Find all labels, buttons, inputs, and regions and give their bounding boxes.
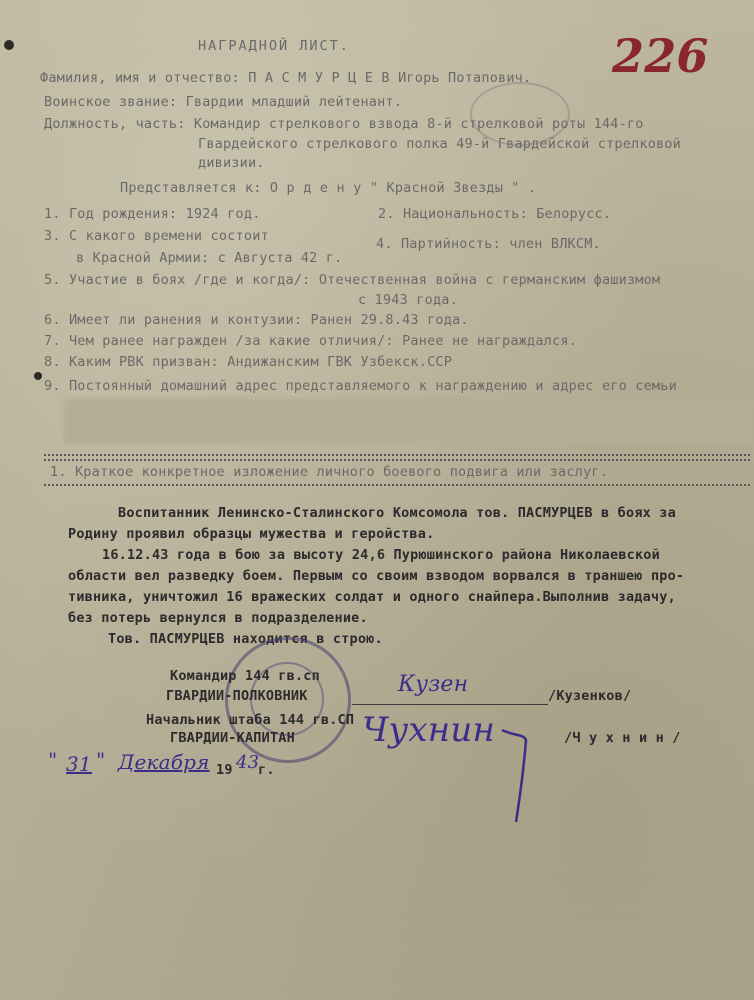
commander-signature: Кузен xyxy=(398,672,469,697)
document-title: НАГРАДНОЙ ЛИСТ. xyxy=(198,38,350,54)
date-month: Декабря xyxy=(118,750,210,774)
chief-title-2: ГВАРДИИ-КАПИТАН xyxy=(170,730,295,746)
date-day: 31 xyxy=(66,752,92,776)
redacted-address-area xyxy=(64,398,754,444)
date-year-prefix: 19 xyxy=(216,762,233,778)
chief-signature: Чухнин xyxy=(362,710,496,750)
chief-title-1: Начальник штаба 144 гв.СП xyxy=(146,712,355,728)
item-service-since-2: в Красной Армии: с Августа 42 г. xyxy=(76,250,343,266)
commander-title-2: ГВАРДИИ-ПОЛКОВНИК xyxy=(166,688,308,704)
separator-dotted-2 xyxy=(44,459,750,461)
chief-name: /Ч у х н и н / xyxy=(564,730,681,746)
item-nationality: 2. Национальность: Белорусс. xyxy=(378,206,612,222)
narrative-line-6: без потерь вернулся в подразделение. xyxy=(68,610,368,626)
commander-title-1: Командир 144 гв.сп xyxy=(170,668,320,684)
nominated-for: Представляется к: О р д е н у " Красной Звезды " . xyxy=(120,180,537,196)
item-wounds: 6. Имеет ли ранения и контузии: Ранен 29.8.43 года. xyxy=(44,312,469,328)
date-close-quote: " xyxy=(96,748,106,772)
item-party: 4. Партийность: член ВЛКСМ. xyxy=(376,236,601,252)
item-drafted-by: 8. Каким РВК призван: Андижанским ГВК Узбекск.ССР xyxy=(44,354,453,370)
position-line-1: Должность, часть: Командир стрелкового взвода 8-й стрелковой роты 144-го xyxy=(44,116,644,132)
date-year-suffix: 43 xyxy=(236,752,260,773)
date-year-end: г. xyxy=(258,762,275,778)
item-birth-year: 1. Год рождения: 1924 год. xyxy=(44,206,261,222)
binding-hole-middle xyxy=(34,372,42,380)
narrative-line-4: области вел разведку боем. Первым со своим взводом ворвался в траншею про- xyxy=(68,568,685,584)
position-line-2: Гвардейского стрелкового полка 49-й Гвардейской стрелковой xyxy=(198,136,682,152)
separator-dotted-1 xyxy=(44,454,750,456)
commander-name: /Кузенков/ xyxy=(548,688,632,704)
binding-hole-top xyxy=(4,40,14,50)
item-battles-1: 5. Участие в боях /где и когда/: Отечественная война с германским фашизмом xyxy=(44,272,661,288)
narrative-line-7: Тов. ПАСМУРЦЕВ находится в строю. xyxy=(108,631,383,647)
name-line: Фамилия, имя и отчество: П А С М У Р Ц Е В Игорь Потапович. xyxy=(40,70,532,86)
date-open-quote: " xyxy=(48,748,58,772)
position-line-3: дивизии. xyxy=(198,155,265,171)
item-service-since-1: 3. С какого времени состоит xyxy=(44,228,269,244)
archive-number: 226 xyxy=(612,29,709,83)
section-heading: 1. Краткое конкретное изложение личного боевого подвига или заслуг. xyxy=(50,464,608,480)
item-battles-2: с 1943 года. xyxy=(358,292,458,308)
narrative-line-1: Воспитанник Ленинско-Сталинского Комсомола тов. ПАСМУРЦЕВ в боях за xyxy=(118,505,676,521)
commander-signature-line xyxy=(352,704,548,705)
chief-signature-stroke xyxy=(494,726,534,826)
item-address: 9. Постоянный домашний адрес представляемого к награждению и адрес его семьи xyxy=(44,378,677,394)
rank-line: Воинское звание: Гвардии младший лейтенант. xyxy=(44,94,403,110)
narrative-line-3: 16.12.43 года в бою за высоту 24,6 Пурюшинского района Николаевской xyxy=(102,547,660,563)
item-prior-awards: 7. Чем ранее награжден /за какие отличия/: Ранее не награждался. xyxy=(44,333,577,349)
narrative-line-2: Родину проявил образцы мужества и геройства. xyxy=(68,526,435,542)
narrative-line-5: тивника, уничтожил 16 вражеских солдат и одного снайпера.Выполнив задачу, xyxy=(68,589,676,605)
separator-dotted-3 xyxy=(44,484,750,486)
